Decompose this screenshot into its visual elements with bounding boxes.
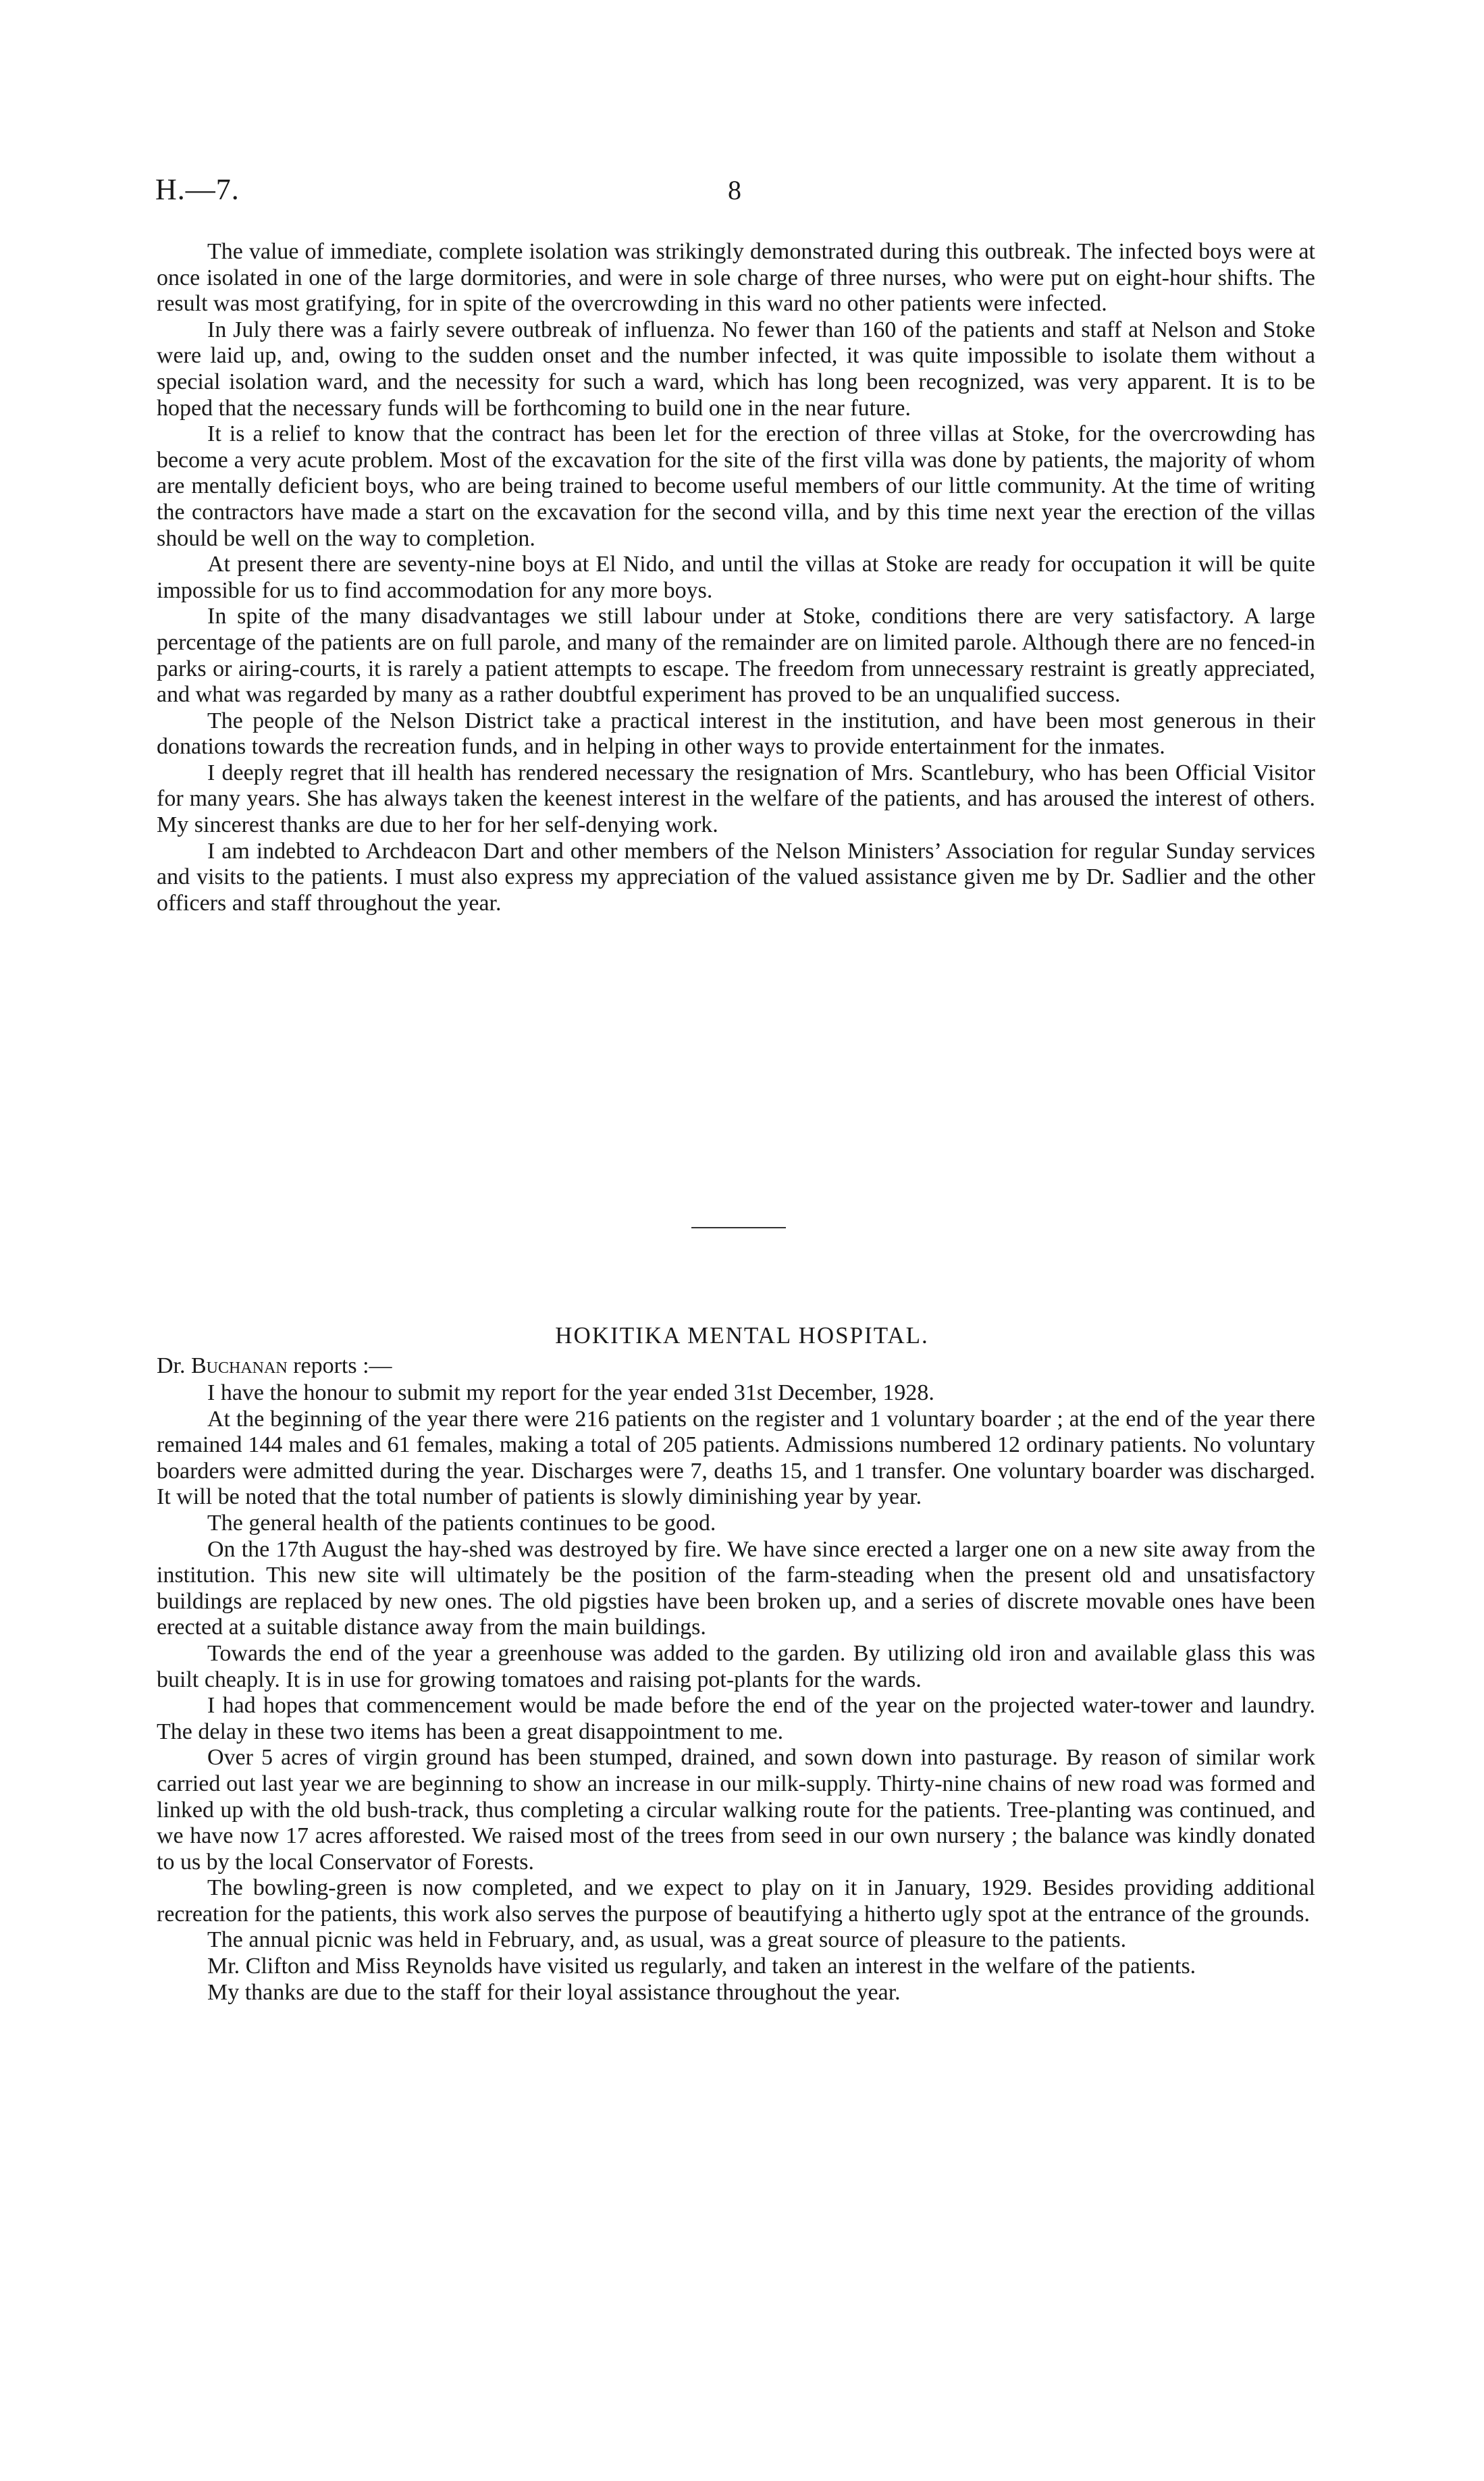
paragraph: I deeply regret that ill health has rendered necessary the resignation of Mrs. Scantlebury, who has been Official Visitor for many years. She has always taken the keenest interest in the welfare of the patients, and has aroused the interest of others. My sincerest thanks are due to her for her self-denying work. [157, 760, 1315, 838]
paragraph: The general health of the patients continues to be good. [207, 1510, 716, 1536]
paragraph: In spite of the many disadvantages we still labour under at Stoke, conditions there are very satisfactory. A large percentage of the patients are on full parole, and many of the remainder are on limited parole. Although there are no fenced-in parks or airing-courts, it is rarely a patient attempts to escape. The freedom from unnecessary restraint is greatly appreciated, and what was regarded by many as a rather doubtful experiment has proved to be an unqualified success. [157, 604, 1315, 708]
paragraph: The value of immediate, complete isolation was strikingly demonstrated during this outbreak. The infected boys were at once isolated in one of the large dormitories, and were in sole charge of three nurses, who were put on eight-hour shifts. The result was most gratifying, for in spite of the overcrowding in this ward no other patients were infected. [157, 239, 1315, 317]
section-divider [691, 1227, 786, 1228]
paragraph: At the beginning of the year there were 216 patients on the register and 1 voluntary boarder ; at the end of the year there remained 144 males and 61 females, making a total of 205 patients. Admissions numbered 12 ordinary patients. No voluntary boarders were admitted during the year. Discharges were 7, deaths 15, and 1 transfer. One voluntary boarder was discharged. It will be noted that the total number of patients is slowly diminishing year by year. [157, 1406, 1315, 1510]
reporter-line [157, 1353, 392, 1379]
paragraph: I am indebted to Archdeacon Dart and other members of the Nelson Ministers’ Association for regular Sunday services and visits to the patients. I must also express my appreciation of the valued assistance given me by Dr. Sadlier and the other officers and staff throughout the year. [157, 838, 1315, 916]
document-reference: H.—7. [155, 173, 240, 206]
page-number: 8 [728, 175, 741, 205]
paragraph: The bowling-green is now completed, and we expect to play on it in January, 1929. Besides providing additional recreation for the patients, this work also serves the purpose of beautifying a hitherto ugly spot at the entrance of the grounds. [157, 1875, 1315, 1927]
paragraph: It is a relief to know that the contract has been let for the erection of three villas at Stoke, for the overcrowding has become a very acute problem. Most of the excavation for the site of the first villa was done by patients, the majority of whom are mentally deficient boys, who are being trained to become useful members of our little community. At the time of writing the contractors have made a start on the excavation for the second villa, and by this time next year the erection of the villas should be well on the way to completion. [157, 421, 1315, 551]
paragraph: On the 17th August the hay-shed was destroyed by fire. We have since erected a larger one on a new site away from the institution. This new site will ultimately be the position of the farm-steading when the present old and unsatisfactory buildings are replaced by new ones. The old pigsties have been broken up, and a series of discrete movable ones have been erected at a suitable distance away from the main buildings. [157, 1536, 1315, 1640]
paragraph: The people of the Nelson District take a practical interest in the institution, and have been most generous in their donations towards the recreation funds, and in helping in other ways to provide entertainment for the inmates. [157, 708, 1315, 760]
paragraph: At present there are seventy-nine boys at El Nido, and until the villas at Stoke are ready for occupation it will be quite impossible for us to find accommodation for any more boys. [157, 552, 1315, 603]
paragraph: I have the honour to submit my report for the year ended 31st December, 1928. [207, 1380, 934, 1405]
paragraph: Over 5 acres of virgin ground has been stumped, drained, and sown down into pasturage. By reason of similar work carried out last year we are beginning to show an increase in our milk-supply. Thirty-nine chains of new road was formed and linked up with the old bush-track, thus completing a circular walking route for the patients. Tree-planting was continued, and we have now 17 acres afforested. We raised most of the trees from seed in our own nursery ; the balance was kindly donated to us by the local Conservator of Forests. [157, 1745, 1315, 1875]
paragraph: My thanks are due to the staff for their loyal assistance throughout the year. [207, 1979, 901, 2005]
paragraph: I had hopes that commencement would be made before the end of the year on the projected water-tower and laundry. The delay in these two items has been a great disappointment to me. [157, 1693, 1315, 1744]
section-title: HOKITIKA MENTAL HOSPITAL. [555, 1322, 929, 1349]
paragraph: The annual picnic was held in February, and, as usual, was a great source of pleasure to the patients. [207, 1927, 1127, 1953]
reporter-name: Buchanan [191, 1353, 288, 1378]
reporter-prefix: Dr. [157, 1353, 186, 1378]
paragraph: Mr. Clifton and Miss Reynolds have visited us regularly, and taken an interest in the welfare of the patients. [207, 1954, 1196, 1979]
paragraph: In July there was a fairly severe outbreak of influenza. No fewer than 160 of the patients and staff at Nelson and Stoke were laid up, and, owing to the sudden onset and the number infected, it was quite impossible to isolate them without a special isolation ward, and the necessity for such a ward, which has long been recognized, was very apparent. It is to be hoped that the necessary funds will be forthcoming to build one in the near future. [157, 317, 1315, 421]
reporter-suffix: reports :— [293, 1353, 392, 1378]
nelson-report-section [157, 239, 1315, 916]
hokitika-report-section [157, 1380, 1315, 2006]
paragraph: Towards the end of the year a greenhouse was added to the garden. By utilizing old iron and available glass this was built cheaply. It is in use for growing tomatoes and raising pot-plants for the wards. [157, 1640, 1315, 1692]
